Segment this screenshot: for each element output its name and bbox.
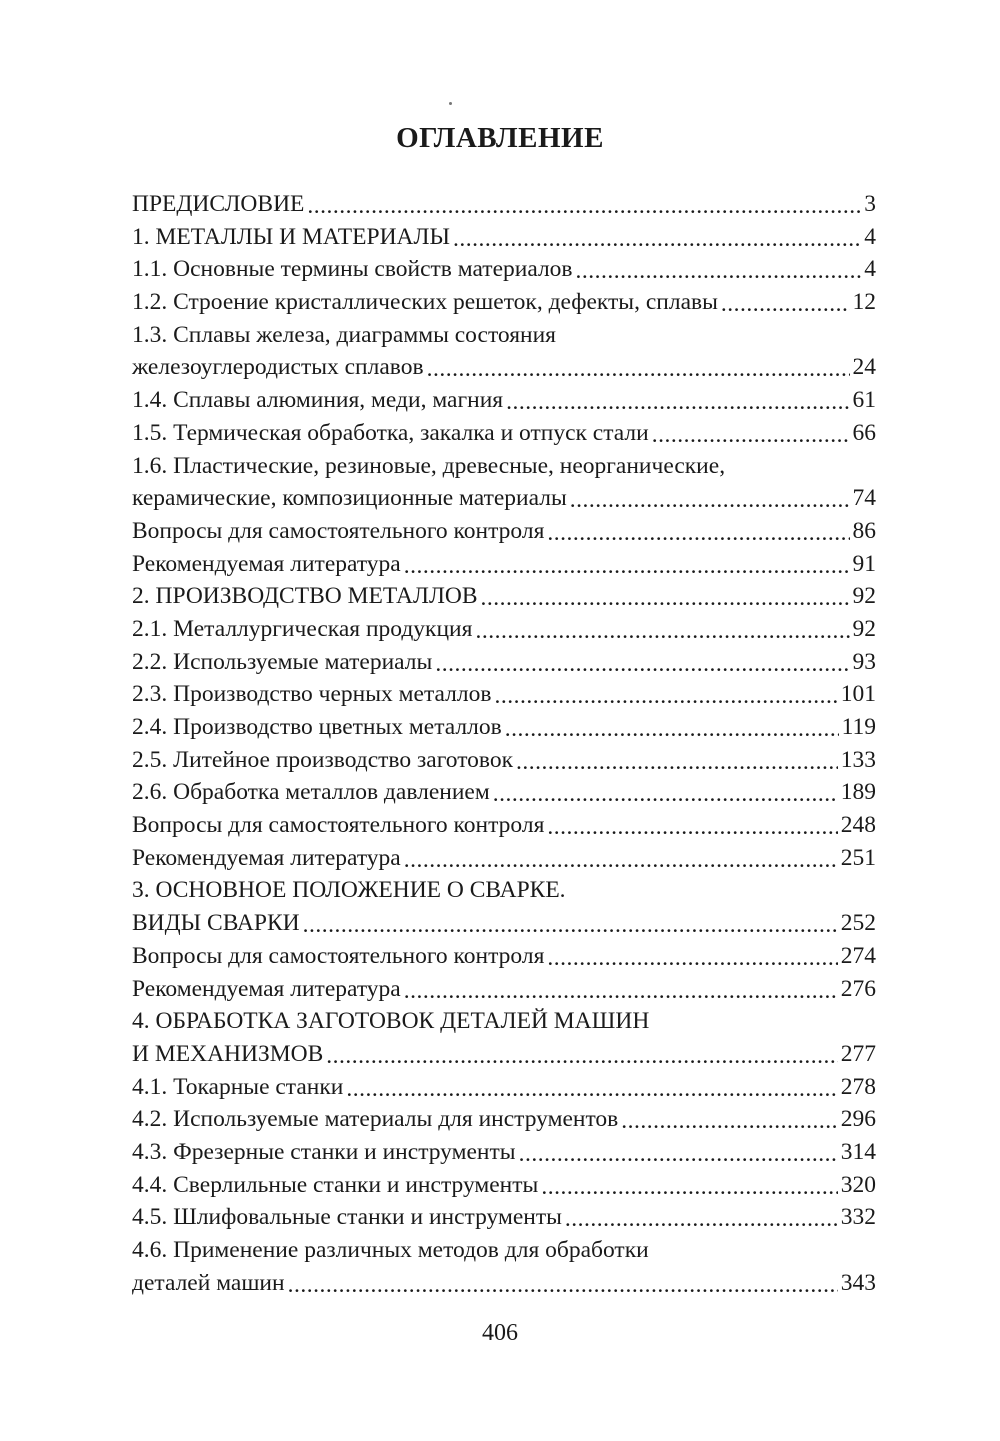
- toc-entry-title: 4.5. Шлифовальные станки и инструменты: [132, 1204, 562, 1231]
- toc-entry-title: 4.2. Используемые материалы для инструментов: [132, 1106, 619, 1133]
- toc-entry-page: 251: [840, 844, 876, 871]
- toc-entry-title: 2.5. Литейное производство заготовок: [132, 746, 514, 773]
- dot-leader: [481, 582, 850, 606]
- toc-entry-page: 189: [840, 779, 876, 806]
- toc-entry-page: 320: [840, 1171, 876, 1198]
- toc-entry: [132, 744, 876, 777]
- toc-entry: [132, 319, 876, 352]
- toc-entry: [132, 384, 876, 417]
- toc-entry-page: 24: [852, 354, 876, 381]
- toc-entry: [132, 907, 876, 940]
- dot-leader: [652, 419, 850, 443]
- toc-entry-page: 133: [840, 746, 876, 773]
- toc-entry-page: 61: [852, 387, 876, 414]
- toc-entry: [132, 1136, 876, 1169]
- toc-entry-title: железоуглеродистых сплавов: [132, 354, 424, 381]
- toc-entry-page: 252: [840, 910, 876, 937]
- dot-leader: [576, 255, 862, 279]
- toc-entry-page: 343: [840, 1269, 876, 1296]
- toc-entry-page: 276: [840, 975, 876, 1002]
- toc-entry-title: 1.3. Сплавы железа, диаграммы состояния: [132, 321, 556, 348]
- dot-leader: [516, 746, 838, 770]
- toc-entry: [132, 613, 876, 646]
- toc-entry-title: 4.6. Применение различных методов для обработки: [132, 1237, 649, 1263]
- toc-entry: [132, 515, 876, 548]
- toc-entry-page: 91: [852, 550, 876, 577]
- toc-entry-page: 4: [864, 223, 876, 250]
- toc-entry-title: 1.2. Строение кристаллических решеток, дефекты, сплавы: [132, 289, 718, 316]
- dot-leader: [547, 811, 837, 835]
- toc-entry-title: 2.6. Обработка металлов давлением: [132, 779, 490, 806]
- toc-entry: [132, 580, 876, 613]
- toc-entry-title: 1.6. Пластические, резиновые, древесные, неорганические,: [132, 452, 726, 479]
- toc-entry-title: 3. ОСНОВНОЕ ПОЛОЖЕНИЕ О СВАРКЕ.: [132, 877, 566, 904]
- dot-leader: [570, 484, 850, 508]
- dot-leader: [547, 517, 849, 541]
- toc-entry-page: 101: [840, 681, 876, 708]
- toc-entry-title: 4.4. Сверлильные станки и инструменты: [132, 1171, 539, 1198]
- toc-entry-page: 12: [852, 289, 876, 316]
- dot-leader: [519, 1138, 838, 1162]
- toc-entry-title: ПРЕДИСЛОВИЕ: [132, 191, 305, 217]
- toc-entry-page: 86: [852, 517, 876, 544]
- toc-entry: [132, 940, 876, 973]
- toc-entry-page: 296: [840, 1106, 876, 1133]
- toc-entry: [132, 1267, 876, 1300]
- toc-entry: [132, 351, 876, 384]
- toc-entry: [132, 1201, 876, 1234]
- toc-entry-page: 278: [840, 1073, 876, 1100]
- toc-entry-title: ВИДЫ СВАРКИ: [132, 910, 300, 937]
- toc-entry-title: Вопросы для самостоятельного контроля: [132, 517, 545, 544]
- toc-entry-title: 4.3. Фрезерные станки и инструменты: [132, 1138, 516, 1165]
- toc-entry: [132, 1038, 876, 1071]
- dot-leader: [404, 550, 850, 574]
- toc-entry: [132, 711, 876, 744]
- toc-entry-page: 66: [852, 419, 876, 446]
- dot-leader: [621, 1105, 837, 1129]
- dot-leader: [303, 909, 838, 933]
- dot-leader: [307, 190, 861, 214]
- toc-entry-title: 1.4. Сплавы алюминия, меди, магния: [132, 387, 504, 414]
- toc-entry-title: 2.3. Производство черных металлов: [132, 681, 492, 708]
- toc-entry-title: Рекомендуемая литература: [132, 550, 401, 577]
- toc-entry-title: деталей машин: [132, 1269, 285, 1296]
- dot-leader: [493, 778, 838, 802]
- toc-entry: [132, 646, 876, 679]
- toc-entry-title: 2.4. Производство цветных металлов: [132, 714, 502, 740]
- toc-entry-page: 314: [840, 1138, 876, 1165]
- dot-leader: [427, 353, 850, 377]
- toc-entry: [132, 842, 876, 875]
- toc-entry-title: 1.5. Термическая обработка, закалка и отпуск стали: [132, 419, 649, 446]
- dot-leader: [721, 288, 850, 312]
- toc-entry-title: Рекомендуемая литература: [132, 975, 401, 1002]
- toc-entry-title: керамические, композиционные материалы: [132, 485, 567, 512]
- toc-entry-page: 332: [840, 1204, 876, 1231]
- toc-entry: [132, 1071, 876, 1104]
- print-speck: [449, 102, 452, 105]
- dot-leader: [404, 975, 838, 999]
- toc-entry: [132, 678, 876, 711]
- dot-leader: [435, 648, 849, 672]
- toc-entry-title: И МЕХАНИЗМОВ: [132, 1040, 324, 1067]
- toc-entry-page: 277: [840, 1040, 876, 1067]
- toc-entry-page: 119: [841, 714, 876, 740]
- toc-entry-title: Вопросы для самостоятельного контроля: [132, 812, 545, 839]
- toc-entry: [132, 776, 876, 809]
- toc-entry-page: 92: [852, 583, 876, 610]
- toc-entry-title: 1. МЕТАЛЛЫ И МАТЕРИАЛЫ: [132, 223, 450, 250]
- dot-leader: [506, 386, 849, 410]
- toc-entry-title: Рекомендуемая литература: [132, 844, 401, 871]
- toc-entry: [132, 548, 876, 581]
- toc-entry-page: 92: [852, 615, 876, 642]
- dot-leader: [346, 1073, 837, 1097]
- toc-entry: [132, 221, 876, 254]
- toc-entry-page: 93: [852, 648, 876, 675]
- toc-entry: [132, 286, 876, 319]
- toc-entry: [132, 1103, 876, 1136]
- page-title: ОГЛАВЛЕНИЕ: [396, 122, 604, 154]
- toc-entry-title: 4. ОБРАБОТКА ЗАГОТОВОК ДЕТАЛЕЙ МАШИН: [132, 1008, 650, 1035]
- toc-entry-page: 4: [864, 256, 876, 283]
- dot-leader: [404, 844, 838, 868]
- page-number: 406: [482, 1320, 518, 1346]
- toc-entry: [132, 450, 876, 483]
- toc-entry-page: 248: [840, 812, 876, 839]
- toc-entry: [132, 417, 876, 450]
- toc-entry-title: 1.1. Основные термины свойств материалов: [132, 256, 573, 283]
- toc-entry-title: 4.1. Токарные станки: [132, 1073, 344, 1100]
- dot-leader: [547, 942, 837, 966]
- toc-entry: [132, 1005, 876, 1038]
- toc-entry-page: 274: [840, 942, 876, 969]
- dot-leader: [494, 680, 837, 704]
- toc-entry: [132, 874, 876, 907]
- toc-entry: [132, 973, 876, 1006]
- table-of-contents: [132, 188, 876, 1299]
- dot-leader: [541, 1171, 837, 1195]
- toc-entry: [132, 253, 876, 286]
- dot-leader: [475, 615, 849, 639]
- toc-entry-page: 74: [852, 485, 876, 512]
- dot-leader: [288, 1269, 838, 1293]
- toc-entry: [132, 482, 876, 515]
- toc-entry-page: 3: [864, 191, 876, 217]
- dot-leader: [565, 1203, 838, 1227]
- toc-entry-title: Вопросы для самостоятельного контроля: [132, 942, 545, 969]
- toc-entry: [132, 188, 876, 221]
- toc-entry: [132, 1169, 876, 1202]
- dot-leader: [326, 1040, 837, 1064]
- dot-leader: [453, 223, 861, 247]
- toc-entry-title: 2.2. Используемые материалы: [132, 648, 433, 675]
- toc-entry-title: 2. ПРОИЗВОДСТВО МЕТАЛЛОВ: [132, 583, 478, 610]
- toc-entry-title: 2.1. Металлургическая продукция: [132, 615, 473, 642]
- toc-entry: [132, 1234, 876, 1267]
- toc-entry: [132, 809, 876, 842]
- dot-leader: [505, 713, 839, 737]
